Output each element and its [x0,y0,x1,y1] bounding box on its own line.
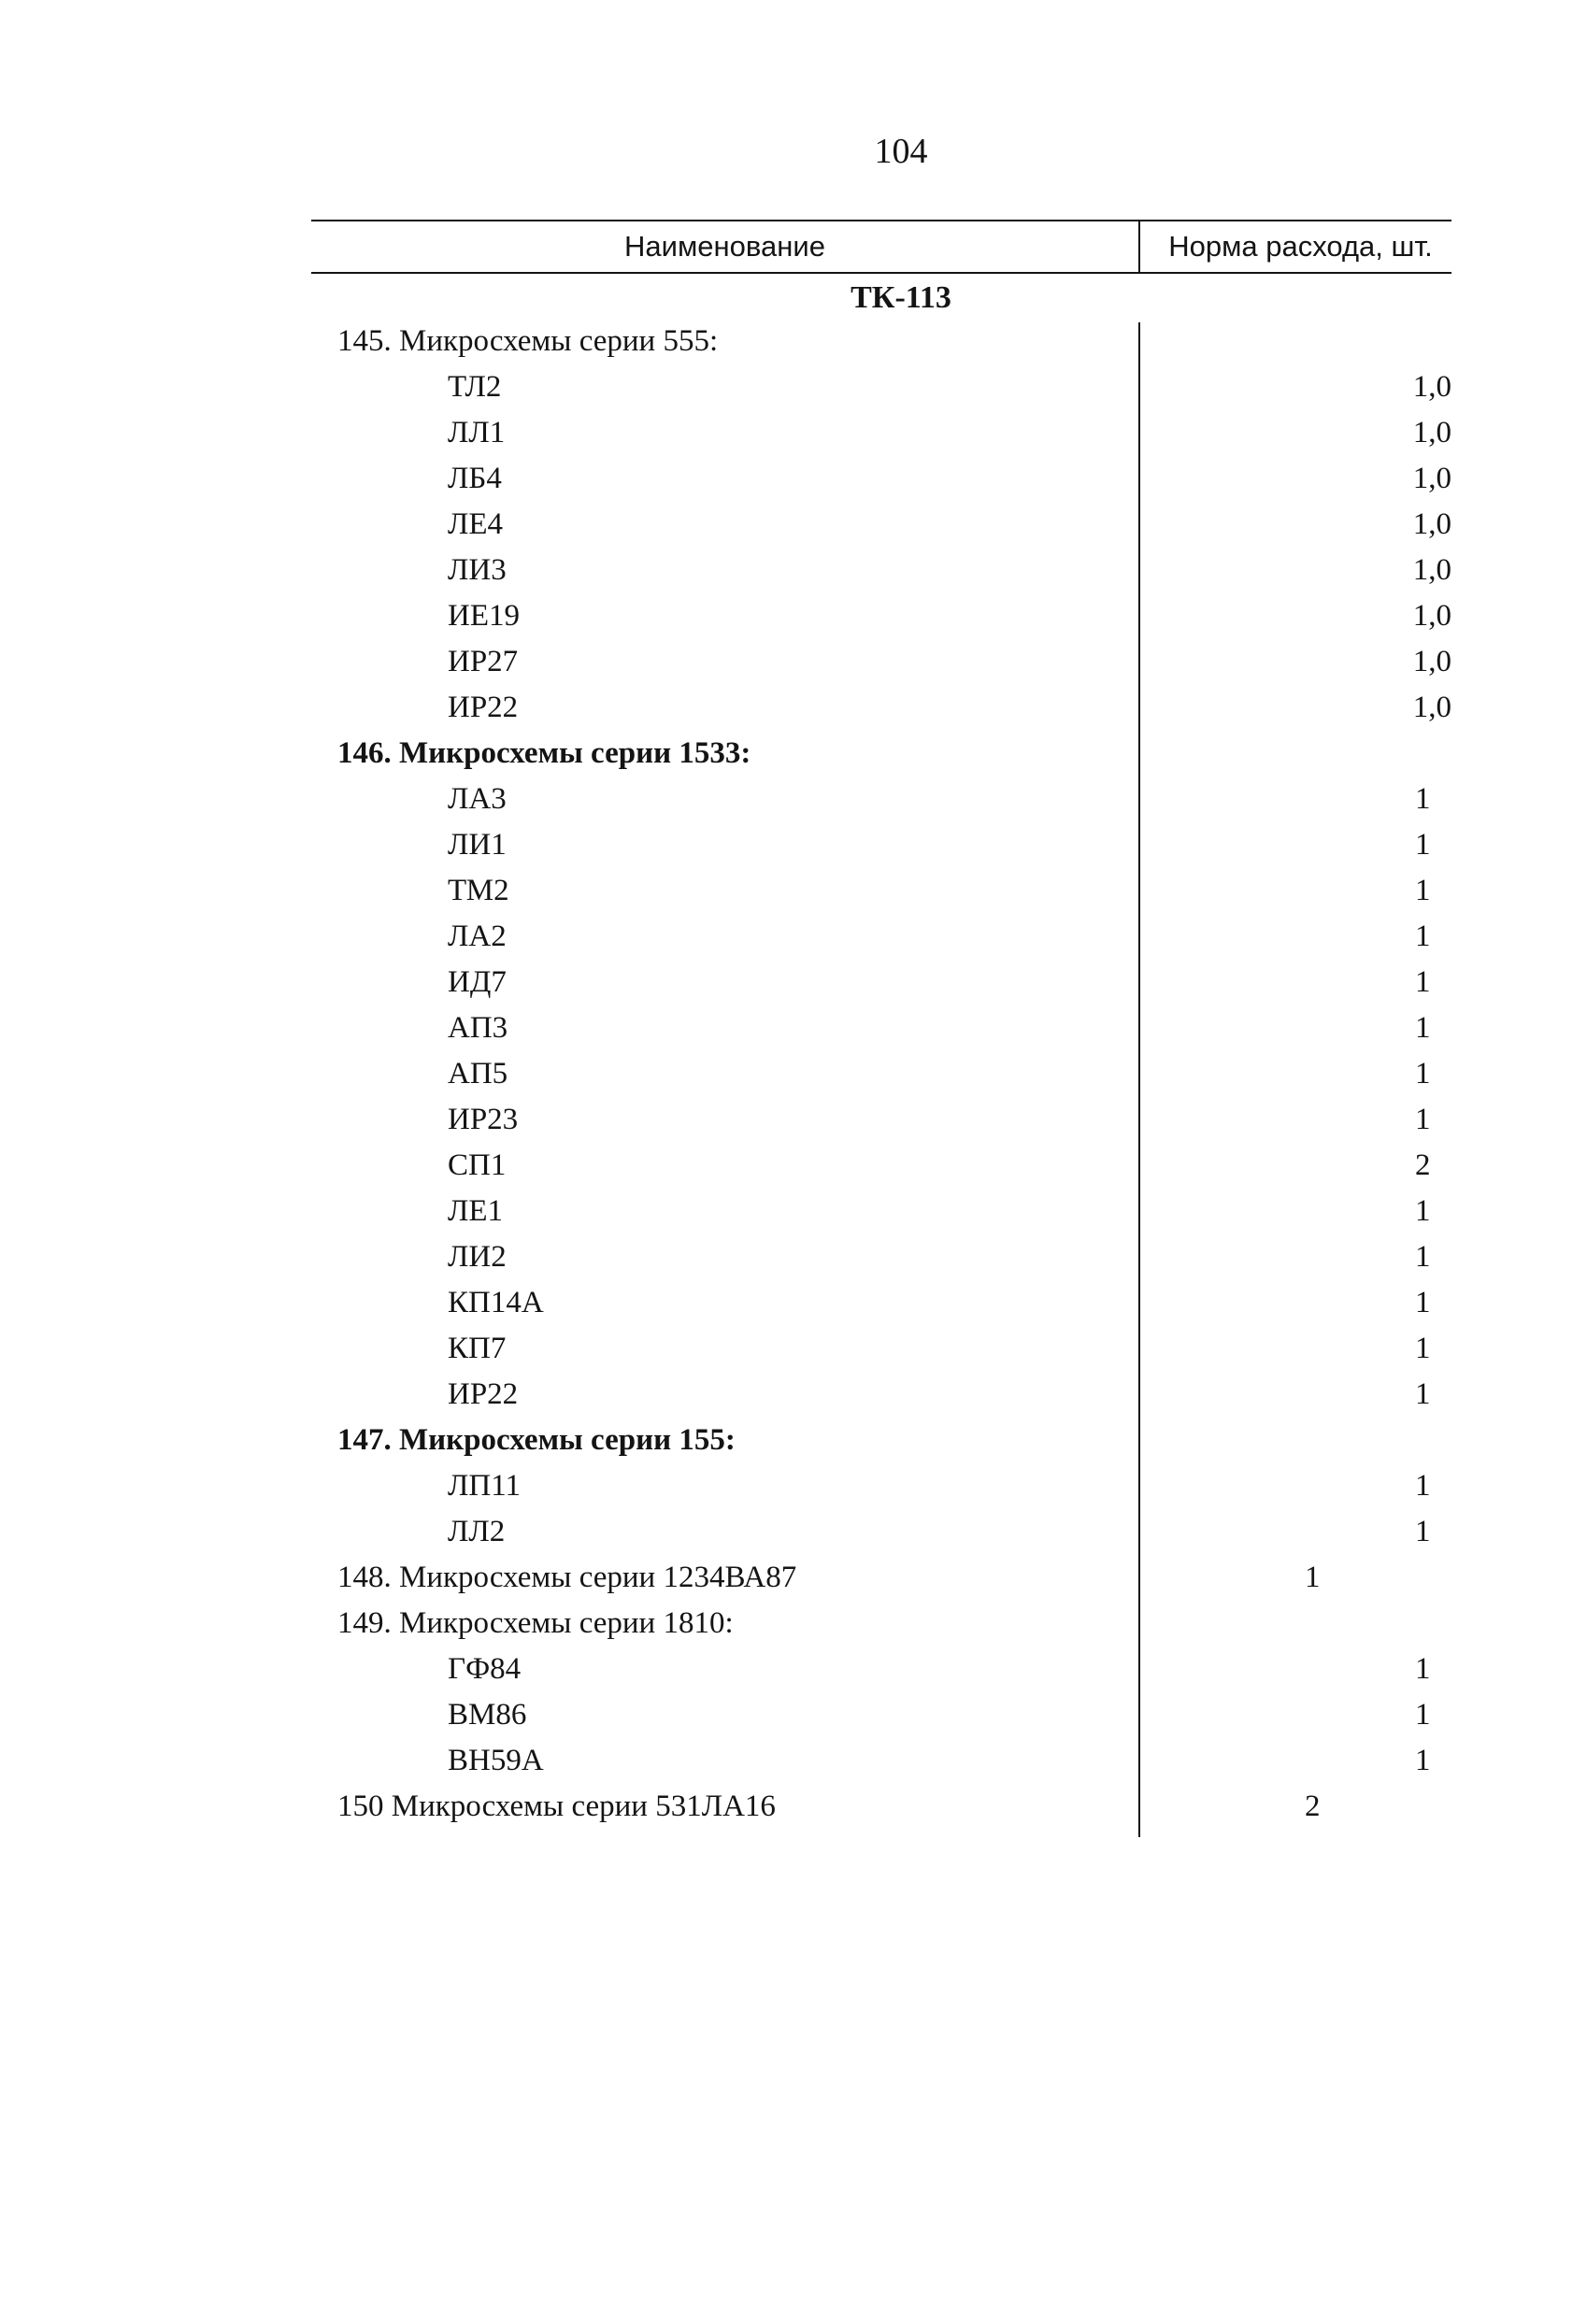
norm-value: 1,0 [1412,599,1451,633]
table-row [311,1418,1451,1463]
item-name: ТМ2 [448,874,509,907]
table-row [311,1784,1451,1830]
item-name: ВМ86 [448,1698,527,1732]
norm-value: 1,0 [1412,462,1451,495]
column-divider [1138,322,1140,1837]
item-name: ИР27 [448,645,519,678]
norm-value: 1 [1415,1011,1431,1045]
table-row [311,639,1451,685]
table-row [311,364,1451,410]
table-row [311,868,1451,914]
table-row [311,1326,1451,1372]
norm-value: 1 [1415,1515,1431,1548]
group-title: 146. Микросхемы серии 1533: [337,736,751,770]
table-row [311,822,1451,868]
item-name: ВН59А [448,1744,544,1777]
group-title: 148. Микросхемы серии 1234ВА87 [337,1561,797,1594]
table-row [311,960,1451,1005]
table-row [311,685,1451,731]
table-row [311,1738,1451,1784]
item-name: КП14А [448,1286,544,1319]
table-row [311,731,1451,777]
norm-value: 1 [1415,1698,1431,1732]
table-row [311,548,1451,593]
norms-table [311,220,1451,1830]
table-row [311,1372,1451,1418]
norm-value: 1,0 [1412,370,1451,404]
table-row [311,1463,1451,1509]
item-name: ИЕ19 [448,599,520,633]
item-name: АП3 [448,1011,508,1045]
item-name: ЛА3 [448,782,507,816]
norm-value: 1 [1415,1286,1431,1319]
norm-value: 2 [1415,1148,1431,1182]
table-row [311,1509,1451,1555]
norm-value: 1 [1415,965,1431,999]
norm-value: 1,0 [1412,553,1451,587]
norm-value: 1 [1415,1652,1431,1686]
norm-value: 1 [1415,1332,1431,1365]
table-row [311,1143,1451,1189]
table-row [311,456,1451,502]
table-row [311,1234,1451,1280]
norm-value: 1,0 [1412,691,1451,724]
norm-value: 1,0 [1412,507,1451,541]
table-row [311,319,1451,364]
item-name: КП7 [448,1332,507,1365]
norm-value: 1 [1415,1057,1431,1091]
table-row [311,1647,1451,1692]
norm-value: 1 [1415,920,1431,953]
table-row [311,593,1451,639]
item-name: ЛА2 [448,920,507,953]
item-name: ЛЛ1 [448,416,506,449]
table-body [311,319,1451,1830]
norm-value: 1 [1415,1469,1431,1503]
table-row [311,1280,1451,1326]
header-name: Наименование [311,221,1140,272]
norm-value: 1,0 [1412,645,1451,678]
norm-value: 1 [1415,828,1431,862]
item-name: ИР22 [448,691,519,724]
table-row [311,1005,1451,1051]
item-name: ИР22 [448,1377,519,1411]
item-name: ИД7 [448,965,507,999]
norm-value: 1 [1415,1744,1431,1777]
table-row [311,410,1451,456]
item-name: ГФ84 [448,1652,522,1686]
table-row [311,502,1451,548]
table-row [311,1601,1451,1647]
item-name: ЛП11 [448,1469,521,1503]
norm-value: 1 [1305,1561,1321,1594]
item-name: ЛИ1 [448,828,507,862]
table-row [311,1189,1451,1234]
item-name: ЛЕ4 [448,507,504,541]
norm-value: 1 [1415,1377,1431,1411]
group-title: 149. Микросхемы серии 1810: [337,1606,734,1640]
table-row [311,1097,1451,1143]
item-name: ЛИ2 [448,1240,507,1274]
item-name: СП1 [448,1148,507,1182]
table-row [311,1692,1451,1738]
table-row [311,1051,1451,1097]
item-name: ЛБ4 [448,462,502,495]
item-name: ЛИ3 [448,553,507,587]
table-row [311,914,1451,960]
norm-value: 1,0 [1412,416,1451,449]
norm-value: 1 [1415,874,1431,907]
page-number: 104 [874,132,928,171]
item-name: ИР23 [448,1103,519,1136]
item-name: ТЛ2 [448,370,502,404]
item-name: АП5 [448,1057,508,1091]
group-title: 145. Микросхемы серии 555: [337,324,719,358]
item-name: ЛЛ2 [448,1515,506,1548]
norm-value: 1 [1415,1240,1431,1274]
header-norm: Норма расхода, шт. [1168,230,1433,263]
item-name: ЛЕ1 [448,1194,504,1228]
table-row [311,1555,1451,1601]
table-header [311,220,1451,274]
norm-value: 1 [1415,1194,1431,1228]
table-row [311,777,1451,822]
group-title: 150 Микросхемы серии 531ЛА16 [337,1789,776,1823]
group-title: 147. Микросхемы серии 155: [337,1423,736,1457]
norm-value: 1 [1415,1103,1431,1136]
norm-value: 2 [1305,1789,1321,1823]
norm-value: 1 [1415,782,1431,816]
section-title: ТК-113 [851,280,951,315]
